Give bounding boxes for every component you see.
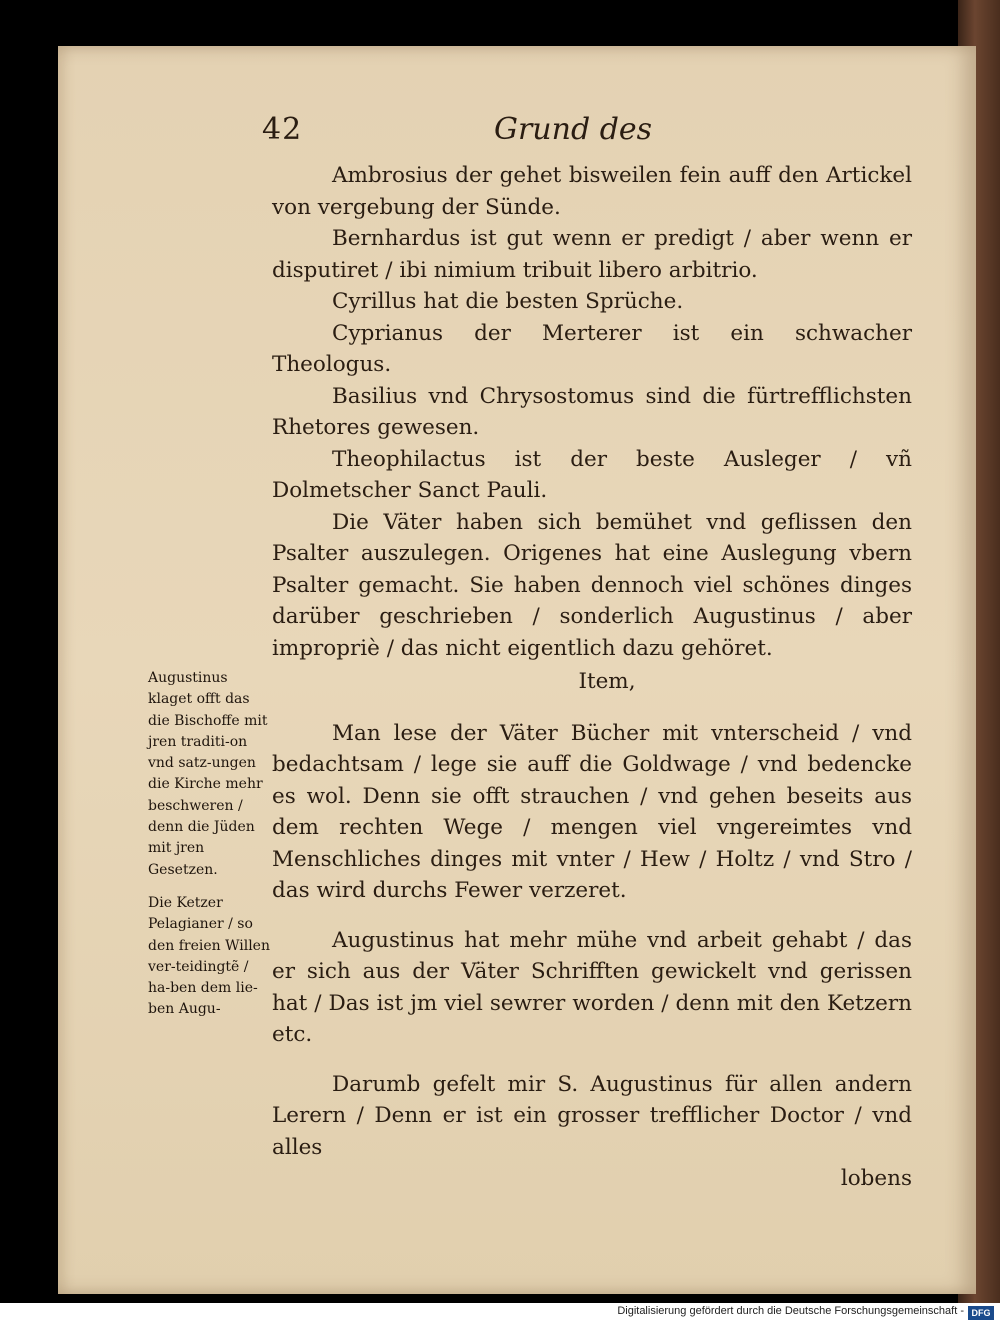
dfg-logo-icon: DFG <box>968 1306 994 1320</box>
catchword: lobens <box>840 1166 912 1191</box>
paragraph-vaeter-buecher: Man lese der Väter Bücher mit vnterscheid / vnd bedachtsam / lege sie auff die Goldwage / vnd bedencke es wol. Denn sie offt strauchen / vnd gehen beseits aus dem rechten Wege / mengen viel vngereimtes vnd Menschliches dinges mit vnter / Hew / Holtz / vnd Stro / das wird durchs Fewer verzeret. <box>272 720 912 903</box>
margin-notes <box>148 668 272 1021</box>
running-head: Grund des <box>494 112 653 147</box>
paragraph-cyrillus: Cyrillus hat die besten Sprüche. <box>332 289 684 314</box>
paragraph-basilius: Basilius vnd Chrysostomus sind die fürtrefflichsten Rhetores gewesen. <box>272 383 912 440</box>
paragraph-cyprianus: Cyprianus der Merterer ist ein schwacher Theologus. <box>272 320 912 377</box>
page-header <box>262 112 662 154</box>
footer-bar <box>0 1303 1000 1323</box>
paragraph-theophilactus: Theophilactus ist der beste Ausleger / vñ Dolmetscher Sanct Pauli. <box>272 446 912 503</box>
paragraph-augustinus-muehe: Augustinus hat mehr mühe vnd arbeit gehabt / das er sich aus der Väter Schrifften gewickelt vnd gerissen hat / Das ist jm viel sewrer worden / denn mit den Ketzern etc. <box>272 927 912 1047</box>
item-heading: Item, <box>578 669 636 694</box>
margin-note-ketzer: Die Ketzer Pelagianer / so den freien Willen ver-teidingtẽ / ha-ben dem lie-ben Augu- <box>148 894 270 1018</box>
footer-credit: Digitalisierung gefördert durch die Deutsche Forschungsgemeinschaft - <box>617 1305 964 1317</box>
page-number: 42 <box>262 112 303 147</box>
paragraph-augustinus-lob: Darumb gefelt mir S. Augustinus für allen andern Lerern / Denn er ist ein grosser trefflicher Doctor / vnd alles <box>272 1071 912 1160</box>
paragraph-bernhardus: Bernhardus ist gut wenn er predigt / aber wenn er disputiret / ibi nimium tribuit libero arbitrio. <box>272 226 912 283</box>
paragraph-psalter: Die Väter haben sich bemühet vnd geflissen den Psalter auszulegen. Origenes hat eine Auslegung vbern Psalter gemacht. Sie haben dennoch viel schönes dinges darüber geschrieben / sonderlich Augustinus / aber impropriè / das nicht eigentlich dazu gehöret. <box>272 509 912 661</box>
margin-note-augustinus: Augustinus klaget offt das die Bischoffe mit jren traditi-on vnd satz-ungen die Kirche mehr beschweren / denn die Jüden mit jren Gesetzen. <box>148 670 268 878</box>
paragraph-ambrosius: Ambrosius der gehet bisweilen fein auff den Artickel von vergebung der Sünde. <box>272 163 912 220</box>
main-text <box>272 160 912 1195</box>
